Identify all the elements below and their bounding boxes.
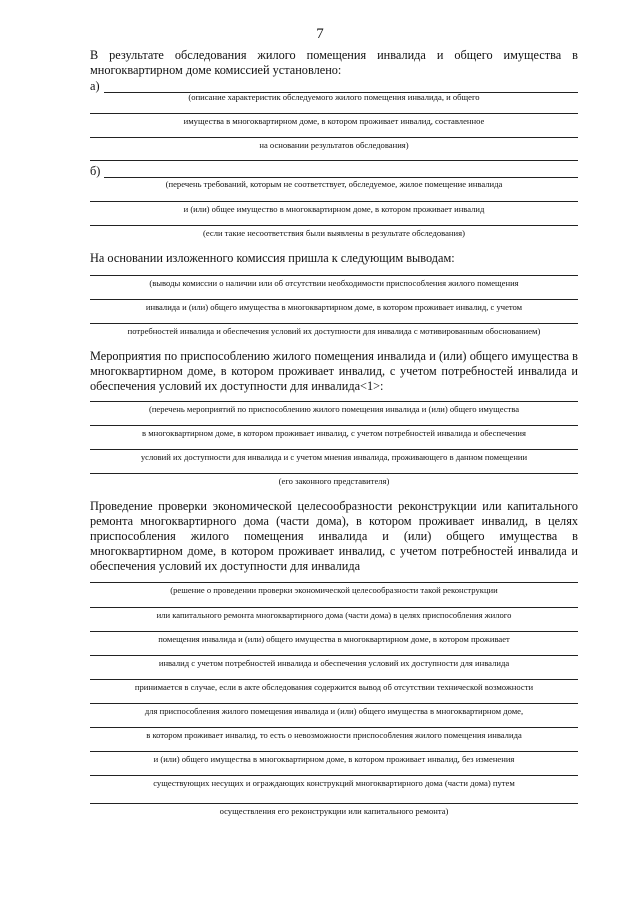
inspection-caption-8: и (или) общего имущества в многоквартирном доме, в котором проживает инвалид, без изменения bbox=[153, 754, 515, 764]
item-b-caption-1: (перечень требований, которым не соответствует, обследуемое, жилое помещение инвалида bbox=[165, 179, 503, 189]
item-a-fill-line-2 bbox=[90, 113, 578, 114]
measures-fill-line-3 bbox=[90, 449, 578, 450]
item-b-top-line bbox=[90, 160, 578, 161]
measures-caption-2: в многоквартирном доме, в котором проживает инвалид, с учетом потребностей инвалида и обеспечения bbox=[142, 428, 526, 438]
inspection-caption-2: или капитального ремонта многоквартирного дома (части дома) в целях приспособления жилого bbox=[156, 610, 512, 620]
item-a-fill-line-3 bbox=[90, 137, 578, 138]
measures-caption-3: условий их доступности для инвалида и с учетом мнения инвалида, проживающего в данном помещении bbox=[140, 452, 528, 462]
conclusions-caption-1: (выводы комиссии о наличии или об отсутствии необходимости приспособления жилого помещения bbox=[149, 278, 519, 288]
inspection-fill-line-1 bbox=[90, 582, 578, 583]
inspection-fill-line-8 bbox=[90, 751, 578, 752]
conclusions-heading: На основании изложенного комиссия пришла к следующим выводам: bbox=[90, 251, 455, 265]
inspection-heading: Проведение проверки экономической целесообразности реконструкции или капитального ремонта многоквартирного дома (части дома), в котором проживает инвалид, в целях приспособления жилого помещения инвалида и (или) общего имущества в многоквартирном доме, в котором проживает инвалид, с учетом потребностей инвалида и обеспечения условий их доступности для инвалида bbox=[90, 499, 578, 573]
inspection-caption-7: в котором проживает инвалид, то есть о невозможности приспособления жилого помещения инвалида bbox=[146, 730, 522, 740]
item-a-caption-2: имущества в многоквартирном доме, в котором проживает инвалид, составленное bbox=[183, 116, 485, 126]
measures-fill-line-2 bbox=[90, 425, 578, 426]
item-b-caption-2: и (или) общее имущество в многоквартирном доме, в котором проживает инвалид bbox=[183, 204, 485, 214]
item-a-marker: а) bbox=[90, 79, 100, 93]
inspection-fill-line-4 bbox=[90, 655, 578, 656]
inspection-fill-line-3 bbox=[90, 631, 578, 632]
item-b-fill-line-2 bbox=[90, 201, 578, 202]
measures-heading: Мероприятия по приспособлению жилого помещения инвалида и (или) общего имущества в многоквартирном доме, в котором проживает инвалид, с учетом потребностей инвалида и обеспечения условий их доступности для инвалида<1>: bbox=[90, 349, 578, 393]
inspection-fill-line-2 bbox=[90, 607, 578, 608]
item-a-caption-3: на основании результатов обследования) bbox=[259, 140, 409, 150]
conclusions-fill-line-2 bbox=[90, 299, 578, 300]
item-b-marker: б) bbox=[90, 164, 101, 178]
measures-fill-line-1 bbox=[90, 401, 578, 402]
item-b-caption-3: (если такие несоответствия были выявлены в результате обследования) bbox=[203, 228, 465, 238]
item-b-fill-line-1 bbox=[104, 177, 578, 178]
inspection-caption-5: принимается в случае, если в акте обследования содержится вывод об отсутствии технической возможности bbox=[134, 682, 534, 692]
inspection-fill-line-6 bbox=[90, 703, 578, 704]
intro-paragraph: В результате обследования жилого помещения инвалида и общего имущества в многоквартирном доме комиссией установлено: bbox=[90, 48, 578, 77]
conclusions-caption-3: потребностей инвалида и обеспечения условий их доступности для инвалида с мотивированным обоснованием) bbox=[127, 326, 541, 336]
item-b-fill-line-3 bbox=[90, 225, 578, 226]
inspection-caption-6: для приспособления жилого помещения инвалида и (или) общего имущества в многоквартирном доме, bbox=[144, 706, 524, 716]
inspection-fill-line-9 bbox=[90, 775, 578, 776]
conclusions-caption-2: инвалида и (или) общего имущества в многоквартирном доме, в котором проживает инвалид, с учетом bbox=[145, 302, 523, 312]
inspection-caption-9: существующих несущих и ограждающих конструкций многоквартирного дома (части дома) путем bbox=[153, 778, 515, 788]
item-a-caption-1: (описание характеристик обследуемого жилого помещения инвалида, и общего bbox=[188, 92, 480, 102]
inspection-fill-line-7 bbox=[90, 727, 578, 728]
inspection-caption-4: инвалид с учетом потребностей инвалида и обеспечения условий их доступности для инвалида bbox=[158, 658, 510, 668]
conclusions-fill-line-1 bbox=[90, 275, 578, 276]
inspection-caption-10: осуществления его реконструкции или капитального ремонта) bbox=[219, 806, 449, 816]
inspection-fill-line-10 bbox=[90, 803, 578, 804]
inspection-caption-3: помещения инвалида и (или) общего имущества в многоквартирном доме, в котором проживает bbox=[158, 634, 510, 644]
measures-caption-4: (его законного представителя) bbox=[278, 476, 390, 486]
conclusions-fill-line-3 bbox=[90, 323, 578, 324]
page-number: 7 bbox=[316, 26, 324, 42]
measures-fill-line-4 bbox=[90, 473, 578, 474]
inspection-fill-line-5 bbox=[90, 679, 578, 680]
inspection-caption-1: (решение о проведении проверки экономической целесообразности такой реконструкции bbox=[170, 585, 498, 595]
measures-caption-1: (перечень мероприятий по приспособлению жилого помещения инвалида и (или) общего имущества bbox=[148, 404, 520, 414]
